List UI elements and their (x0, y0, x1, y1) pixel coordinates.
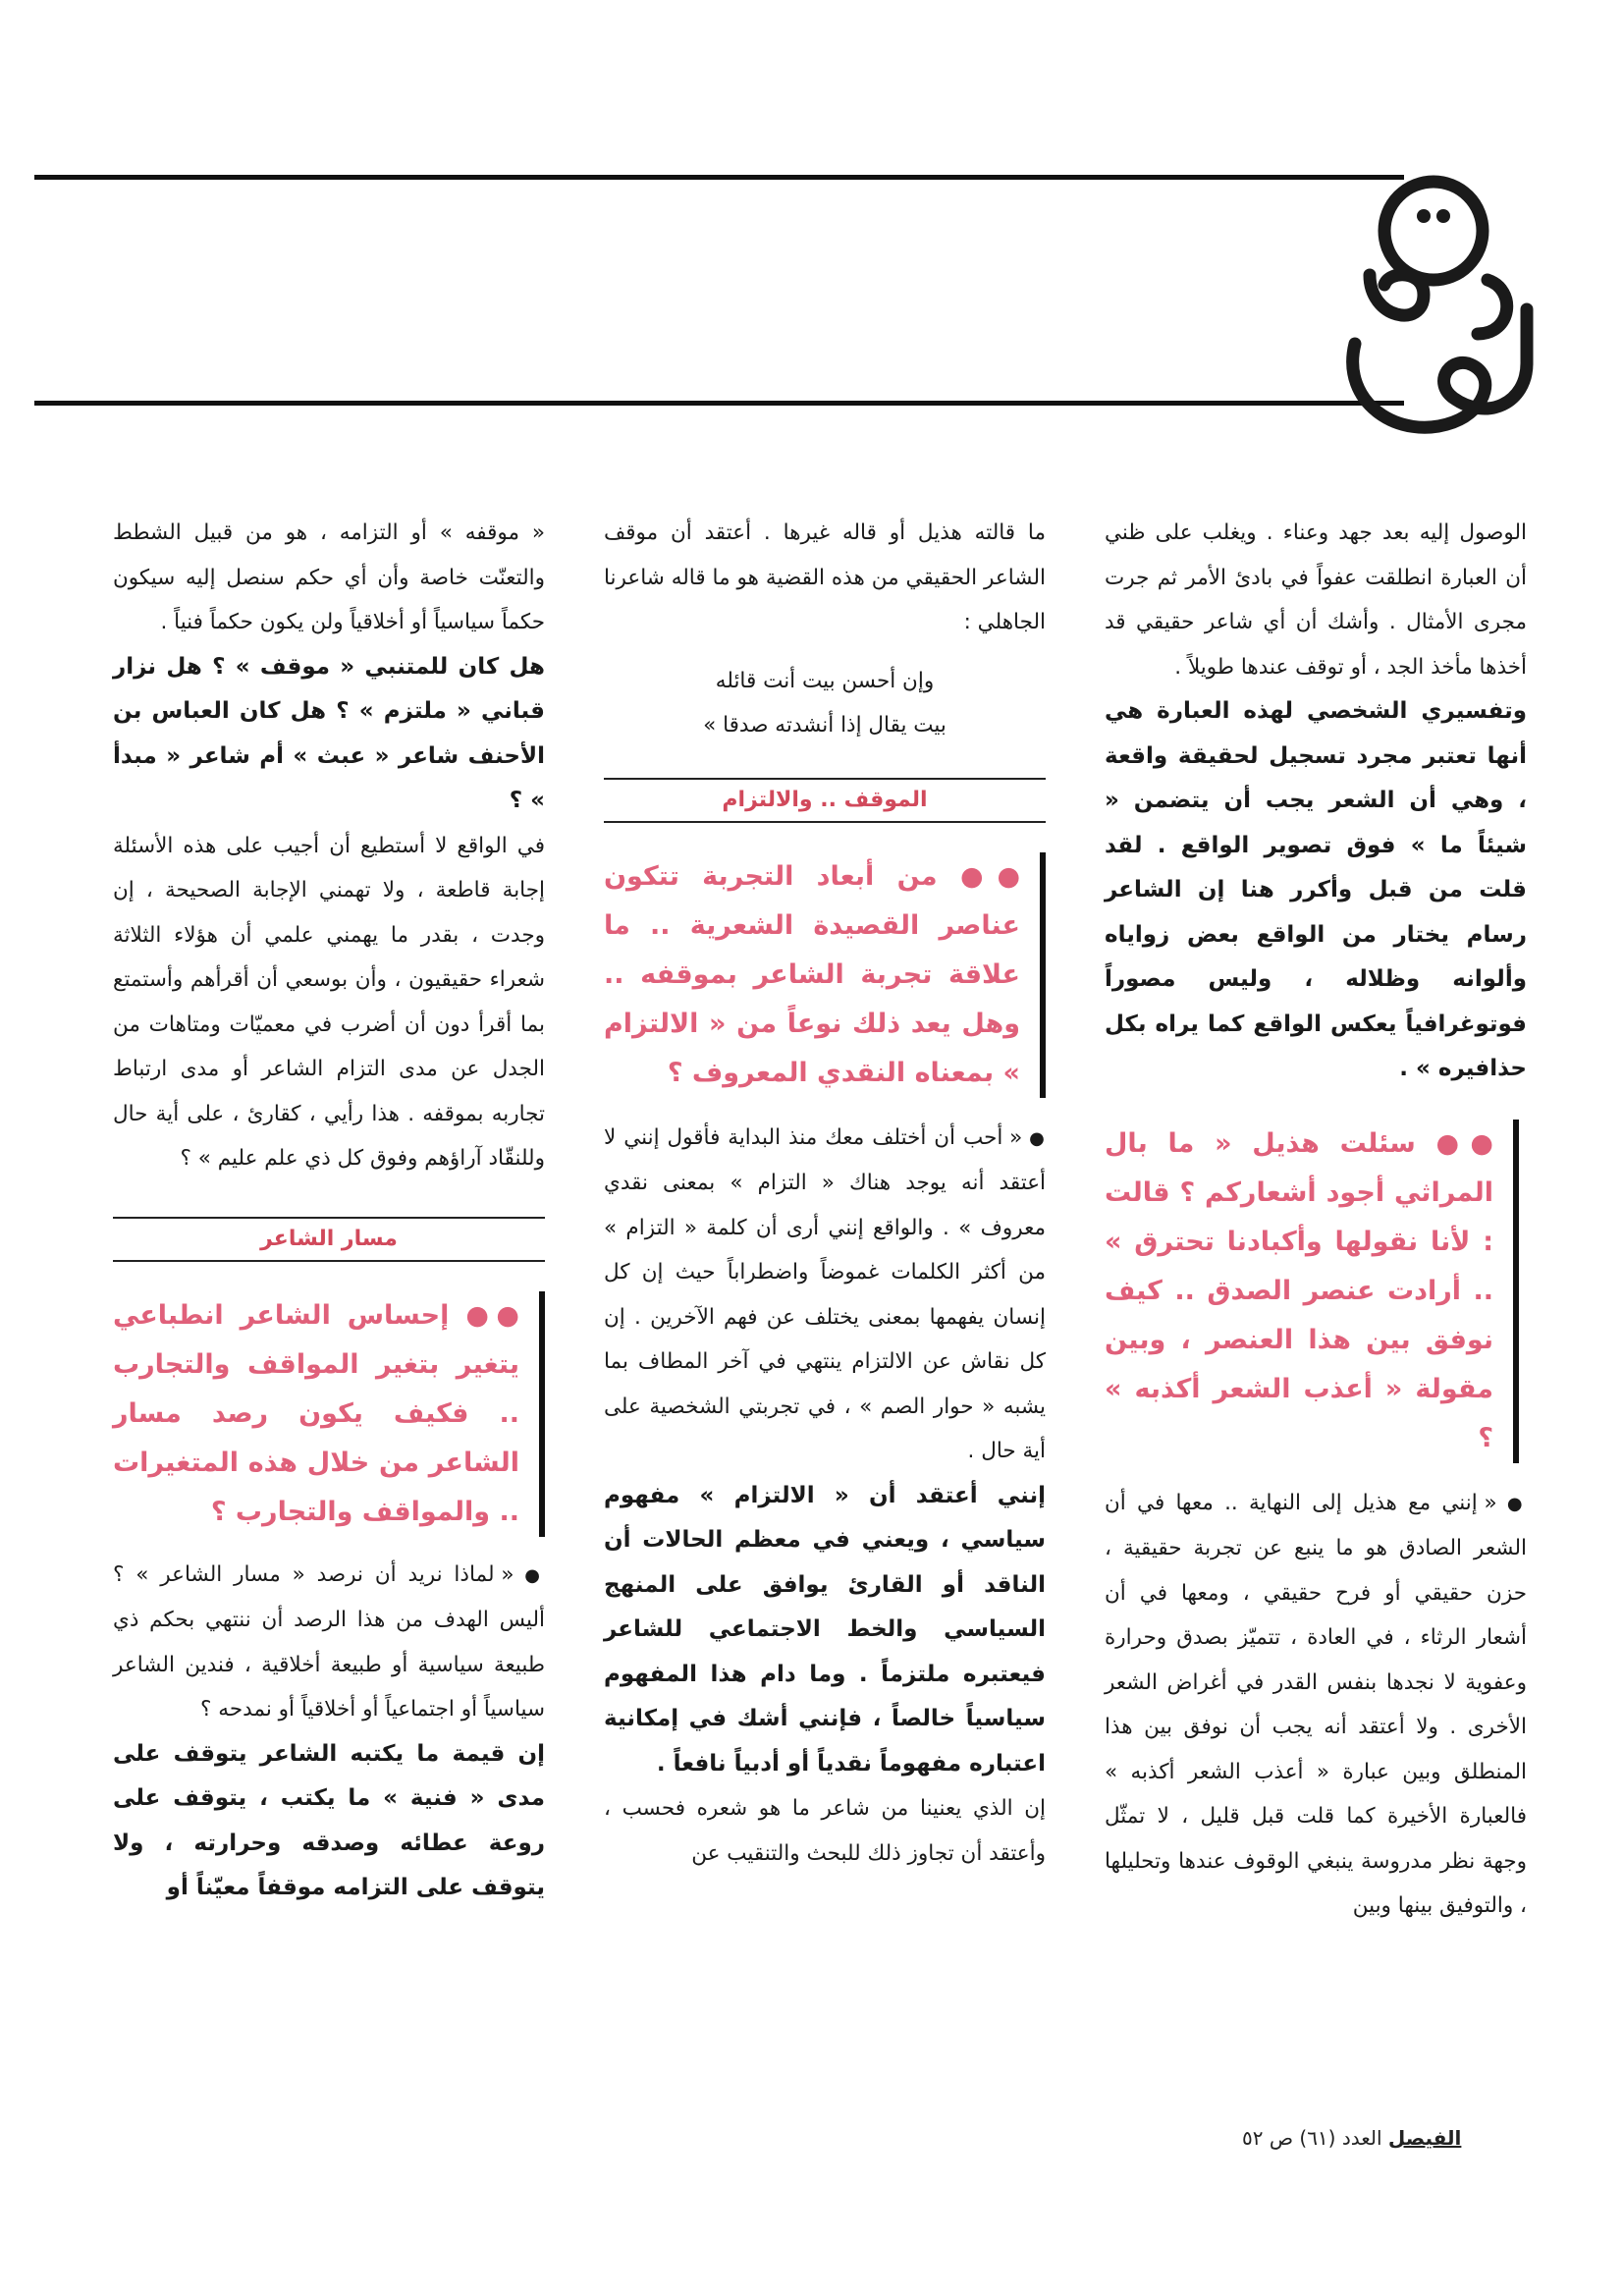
question-box: ●● إحساس الشاعر انطباعي يتغير بتغير المواقف والتجارب .. فكيف يكون رصد مسار الشاعر من خلال هذه المتغيرات .. والمواقف والتجارب ؟ (113, 1291, 545, 1537)
bottom-rule (34, 401, 1404, 406)
column-left (113, 511, 545, 1911)
question-box: ●● سئلت هذيل « ما بال المراثي أجود أشعاركم ؟ قالت : لأنا نقولها وأكبادنا تحترق » .. أرادت عنصر الصدق .. كيف نوفق بين هذا العنصر ، وبين مقولة « أعذب الشعر أكذبه » ؟ (1105, 1120, 1519, 1463)
paragraph: إن الذي يعنينا من شاعر ما هو شعره فحسب ، وأعتقد أن تجاوز ذلك للبحث والتنقيب عن (604, 1796, 1046, 1866)
section-title: الموقف .. والالتزام (604, 778, 1046, 823)
answer-paragraph: ● « أحب أن أختلف معك منذ البداية فأقول إنني لا أعتقد أنه يوجد هناك « التزام » بمعنى نقدي معروف » . والواقع إنني أرى أن كلمة « التزام » من أكثر الكلمات غموضاً واضطراباً حيث إن كل إنسان يفهمها بمعنى يختلف عن فهم الآخرين . إن كل نقاش عن الالتزام ينتهي في آخر المطاف بما يشبه « حوار الصم » ، في تجربتي الشخصية على أية حال . (604, 1116, 1046, 1474)
paragraph: ما قالته هذيل أو قاله غيرها . أعتقد أن موقف الشاعر الحقيقي من هذه القضية هو ما قاله شاعرنا الجاهلي : (604, 520, 1046, 634)
answer-paragraph: ● « لماذا نريد أن نرصد « مسار الشاعر » ؟ أليس الهدف من هذا الرصد أن ننتهي بحكم ذي طبيعة سياسية أو طبيعة أخلاقية ، فندين الشاعر سياسياً أو اجتماعياً أو أخلاقياً أو نمدحه ؟ (113, 1553, 545, 1732)
poem-line: وإن أحسن بيت أنت قائله (715, 668, 935, 693)
bold-paragraph: إنني أعتقد أن « الالتزام » مفهوم سياسي ، ويعني في معظم الحالات أن الناقد أو القارئ يوافق على المنهج السياسي والخط الاجتماعي للشاعر فيعتبره ملتزماً . وما دام هذا المفهوم سياسياً خالصاً ، فإنني أشك في إمكانية اعتباره مفهوماً نقدياً أو أدبياً نافعاً . (604, 1482, 1046, 1777)
bold-paragraph: وتفسيري الشخصي لهذه العبارة هي أنها تعتبر مجرد تسجيل لحقيقة واقعة ، وهي أن الشعر يجب أن يتضمن « شيئاً ما » فوق تصوير الواقع . لقد قلت من قبل وأكرر هنا إن الشاعر رسام يختار من الواقع بعض زواياه وألوانه وظلاله ، وليس مصوراً فوتوغرافياً يعكس الواقع كما يراه بكل حذافيره » . (1105, 698, 1527, 1081)
top-rule (34, 175, 1404, 180)
question-box: ●● من أبعاد التجربة تتكون عناصر القصيدة الشعرية .. ما علاقة تجربة الشاعر بموقفه .. وهل يعد ذلك نوعاً من « الالتزام » بمعناه النقدي المعروف ؟ (604, 852, 1046, 1098)
magazine-name: الفيصل (1387, 2126, 1462, 2150)
paragraph: الوصول إليه بعد جهد وعناء . ويغلب على ظني أن العبارة انطلقت عفواً في بادئ الأمر ثم جرت مجرى الأمثال . وأشك أن أي شاعر حقيقي قد أخذها مأخذ الجد ، أو توقف عندها طويلاً . (1105, 520, 1527, 680)
page-footer (1242, 2126, 1461, 2150)
mawqif-logo (1330, 172, 1537, 466)
answer-paragraph: ● « إنني مع هذيل إلى النهاية .. معها في أن الشعر الصادق هو ما ينبع عن تجربة حقيقية ، حزن حقيقي أو فرح حقيقي ، ومعها في أن أشعار الرثاء ، في العادة ، تتميّز بصدق وحرارة وعفوية لا نجدها بنفس القدر في أغراض الشعر الأخرى . ولا أعتقد أنه يجب أن نوفق بين هذا المنطلق وبين عبارة « أعذب الشعر أكذبه » فالعبارة الأخيرة كما قلت قبل قليل ، لا تمثّل وجهة نظر مدروسة ينبغي الوقوف عندها وتحليلها ، والتوفيق بينها وبين (1105, 1481, 1527, 1929)
bold-paragraph: إن قيمة ما يكتبه الشاعر يتوقف على مدى « فنية » ما يكتب ، يتوقف على روعة عطائه وصدقه وحرارته ، ولا يتوقف على التزامه موقفاً معيّناً أو (113, 1740, 545, 1900)
section-title: مسار الشاعر (113, 1217, 545, 1262)
paragraph: في الواقع لا أستطيع أن أجيب على هذه الأسئلة إجابة قاطعة ، ولا تهمني الإجابة الصحيحة ، إن وجدت ، بقدر ما يهمني علمي أن هؤلاء الثلاثة شعراء حقيقيون ، وأن بوسعي أن أقرأهم وأستمتع بما أقرأ دون أن أضرب في معميّات ومتاهات من الجدل عن مدى التزام الشاعر أو مدى ارتباط تجاربه بموقفه . هذا رأيي ، كقارئ ، على أية حال وللنقّاد آراؤهم وفوق كل ذي علم عليم » ؟ (113, 833, 545, 1171)
bold-paragraph: هل كان للمتنبي « موقف » ؟ هل نزار قباني « ملتزم » ؟ هل كان العباس بن الأحنف شاعر « عبث » أم شاعر « مبدأ » ؟ (113, 653, 545, 813)
poem-line: بيت يقال إذا أنشدته صدقا » (703, 713, 947, 738)
paragraph: « موقفه » أو التزامه ، هو من قبيل الشطط والتعنّت خاصة وأن أي حكم سنصل إليه سيكون حكماً سياسياً أو أخلاقياً ولن يكون حكماً فنياً . (113, 520, 545, 634)
column-middle (604, 511, 1046, 1876)
issue-info: العدد (٦١) ص ٥٢ (1242, 2126, 1382, 2150)
column-right (1105, 511, 1527, 1929)
